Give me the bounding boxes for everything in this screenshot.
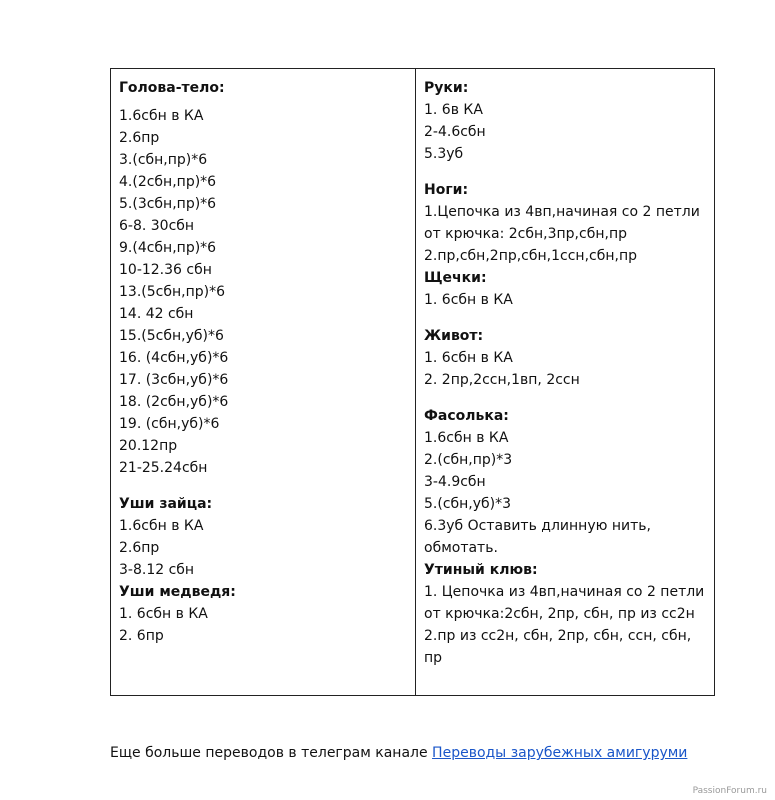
list-item: 2.6пр <box>119 540 160 556</box>
list-item: 1.6сбн в КА <box>119 518 204 534</box>
list-item: 5.(сбн,уб)*3 <box>424 496 512 512</box>
list-item: 2.6пр <box>119 130 160 146</box>
list-bean <box>424 427 708 559</box>
list-item: 9.(4сбн,пр)*6 <box>119 240 217 256</box>
list-item: 2.пр,сбн,2пр,сбн,1ссн,сбн,пр <box>424 248 637 264</box>
list-item: от крючка:2сбн, 2пр, сбн, пр из сс2н <box>424 606 695 622</box>
list-item: 17. (3сбн,уб)*6 <box>119 372 229 388</box>
list-item: 1.Цепочка из 4вп,начиная со 2 петли <box>424 204 700 220</box>
watermark: PassionForum.ru <box>692 786 767 796</box>
list-item: 1.6сбн в КА <box>424 430 509 446</box>
section-title-bear-ears: Уши медведя: <box>119 584 236 600</box>
list-item: 2-4.6сбн <box>424 124 486 140</box>
section-title-belly: Живот: <box>424 328 484 344</box>
right-column <box>416 69 714 695</box>
list-item: 1. Цепочка из 4вп,начиная со 2 петли <box>424 584 705 600</box>
list-item: 10-12.36 сбн <box>119 262 212 278</box>
list-head <box>119 105 409 479</box>
list-item: 16. (4сбн,уб)*6 <box>119 350 229 366</box>
list-item: 18. (2сбн,уб)*6 <box>119 394 229 410</box>
list-item: 3-4.9сбн <box>424 474 486 490</box>
list-item: 1. 6в КА <box>424 102 483 118</box>
section-title-arms: Руки: <box>424 80 469 96</box>
list-item: 14. 42 сбн <box>119 306 194 322</box>
list-item: пр <box>424 650 443 666</box>
list-duck-beak <box>424 581 708 669</box>
list-item: 1.6сбн в КА <box>119 108 204 124</box>
list-item: 1. 6сбн в КА <box>424 350 513 366</box>
list-legs <box>424 201 708 267</box>
section-title-head: Голова-тело: <box>119 80 225 96</box>
list-item: 5.3уб <box>424 146 464 162</box>
list-item: обмотать. <box>424 540 498 556</box>
list-arms <box>424 99 708 165</box>
telegram-channel-link[interactable]: Переводы зарубежных амигуруми <box>432 745 688 761</box>
list-item: 13.(5сбн,пр)*6 <box>119 284 225 300</box>
list-cheeks <box>424 289 708 311</box>
list-item: 2. 2пр,2ссн,1вп, 2ссн <box>424 372 580 388</box>
section-title-duck-beak: Утиный клюв: <box>424 562 538 578</box>
list-item: 1. 6сбн в КА <box>424 292 513 308</box>
list-belly <box>424 347 708 391</box>
list-item: 2. 6пр <box>119 628 164 644</box>
list-bear-ears <box>119 603 409 647</box>
list-item: от крючка: 2сбн,3пр,сбн,пр <box>424 226 627 242</box>
list-item: 1. 6сбн в КА <box>119 606 208 622</box>
section-title-legs: Ноги: <box>424 182 469 198</box>
list-hare-ears <box>119 515 409 581</box>
section-title-bean: Фасолька: <box>424 408 509 424</box>
section-title-cheeks: Щечки: <box>424 270 487 286</box>
list-item: 6-8. 30сбн <box>119 218 195 234</box>
list-item: 4.(2сбн,пр)*6 <box>119 174 217 190</box>
list-item: 2.(сбн,пр)*3 <box>424 452 513 468</box>
footer-note <box>110 745 687 761</box>
list-item: 6.3уб Оставить длинную нить, <box>424 518 651 534</box>
list-item: 19. (сбн,уб)*6 <box>119 416 220 432</box>
list-item: 21-25.24сбн <box>119 460 208 476</box>
list-item: 2.пр из сс2н, сбн, 2пр, сбн, ссн, сбн, <box>424 628 692 644</box>
left-column <box>111 69 416 695</box>
list-item: 20.12пр <box>119 438 178 454</box>
list-item: 3-8.12 сбн <box>119 562 195 578</box>
list-item: 15.(5сбн,уб)*6 <box>119 328 224 344</box>
list-item: 3.(сбн,пр)*6 <box>119 152 208 168</box>
footer-text: Еще больше переводов в телеграм канале <box>110 745 433 761</box>
section-title-hare-ears: Уши зайца: <box>119 496 213 512</box>
pattern-table <box>110 68 715 696</box>
list-item: 5.(3сбн,пр)*6 <box>119 196 217 212</box>
